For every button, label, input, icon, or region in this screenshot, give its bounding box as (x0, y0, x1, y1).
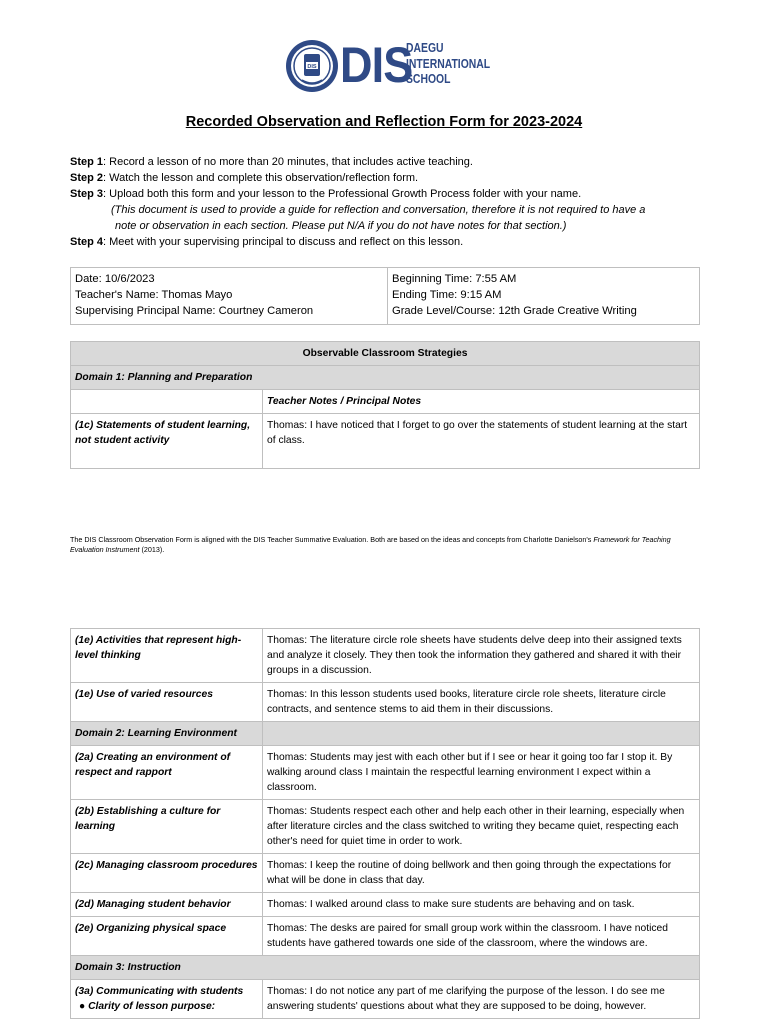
step-4 (70, 234, 700, 250)
teacher-name-field: Teacher's Name: Thomas Mayo (75, 289, 233, 301)
domain-header: Domain 2: Learning Environment (71, 722, 263, 746)
school-emblem-icon (284, 38, 340, 94)
strategy-label (71, 980, 263, 1019)
step-4-label: Step 4 (70, 236, 104, 248)
observation-table (70, 341, 700, 469)
strategy-bullet: ● Clarity of lesson purpose: (79, 1001, 216, 1012)
step-3-note-line-2: note or observation in each section. Please put N/A if you do not have notes for that section.) (115, 220, 567, 232)
observation-table-continued (70, 628, 700, 1019)
strategy-label: (2b) Establishing a culture for learning (71, 800, 263, 854)
strategy-note: Thomas: The desks are paired for small group work within the classroom. I have noticed students have gathered towards one side of the classroom, where the windows are. (263, 917, 700, 956)
strategy-note: Thomas: I keep the routine of doing bellwork and then going through the expectations for what will be done in class that day. (263, 854, 700, 893)
info-right-cell (388, 268, 700, 325)
strategy-note: Thomas: Students respect each other and help each other in their learning, especially when after literature circles and the class switched to writing they became quiet, respecting each other's need for quiet time in order to work. (263, 800, 700, 854)
strategy-label: (1e) Activities that represent high-level thinking (71, 629, 263, 683)
info-left-cell (71, 268, 388, 325)
date-field: Date: 10/6/2023 (75, 273, 155, 285)
grade-course-field: Grade Level/Course: 12th Grade Creative Writing (392, 305, 637, 317)
school-logo (284, 36, 490, 96)
beginning-time-field: Beginning Time: 7:55 AM (392, 273, 517, 285)
strategy-note: Thomas: The literature circle role sheets have students delve deep into their assigned texts and analyze it closely. They then took the information they gathered and shared it with their groups in a discussion. (263, 629, 700, 683)
logo-line-2: INTERNATIONAL (406, 55, 491, 71)
strategy-label: (1c) Statements of student learning, not student activity (71, 414, 263, 469)
lesson-info-table (70, 267, 700, 325)
step-1 (70, 154, 700, 170)
strategy-label-text: (3a) Communicating with students (75, 986, 244, 997)
principal-name-field: Supervising Principal Name: Courtney Cameron (75, 305, 314, 317)
instructions (70, 154, 700, 250)
step-2 (70, 170, 700, 186)
strategy-label: (1e) Use of varied resources (71, 683, 263, 722)
logo-line-1: DAEGU (406, 40, 444, 55)
logo-abbreviation: DIS (340, 37, 413, 93)
step-4-text: : Meet with your supervising principal to discuss and reflect on this lesson. (103, 236, 464, 248)
step-1-text: : Record a lesson of no more than 20 minutes, that includes active teaching. (103, 156, 473, 168)
footnote (70, 535, 700, 555)
step-2-label: Step 2 (70, 172, 104, 184)
strategy-note: Thomas: I have noticed that I forget to go over the statements of student learning at the start of class. (263, 414, 700, 469)
step-1-label: Step 1 (70, 156, 104, 168)
footnote-year: (2013). (139, 545, 165, 554)
step-3-label: Step 3 (70, 188, 104, 200)
empty-label-cell (71, 390, 263, 414)
domain-header: Domain 1: Planning and Preparation (71, 366, 700, 390)
strategy-label: (2e) Organizing physical space (71, 917, 263, 956)
domain-header-filler (263, 722, 700, 746)
table-header: Observable Classroom Strategies (71, 342, 700, 366)
strategy-label: (2c) Managing classroom procedures (71, 854, 263, 893)
footnote-text: The DIS Classroom Observation Form is aligned with the DIS Teacher Summative Evaluation. Both are based on the ideas and concepts from Charlotte Danielson's (70, 535, 594, 544)
form-title: Recorded Observation and Reflection Form for 2023-2024 (185, 114, 583, 130)
strategy-note: Thomas: In this lesson students used books, literature circle role sheets, literature circle contracts, and sentence stems to aid them in their discussions. (263, 683, 700, 722)
step-2-text: : Watch the lesson and complete this observation/reflection form. (103, 172, 419, 184)
step-3-text: : Upload both this form and your lesson to the Professional Growth Process folder with your name. (103, 188, 582, 200)
domain-header: Domain 3: Instruction (71, 956, 700, 980)
strategy-label: (2a) Creating an environment of respect and rapport (71, 746, 263, 800)
strategy-note: Thomas: I walked around class to make sure students are behaving and on task. (263, 893, 700, 917)
ending-time-field: Ending Time: 9:15 AM (392, 289, 502, 301)
notes-column-header: Teacher Notes / Principal Notes (263, 390, 700, 414)
strategy-note: Thomas: Students may jest with each other but if I see or hear it going too far I stop it. By walking around class I maintain the respectful learning environment I expect within a classroom. (263, 746, 700, 800)
step-3 (70, 186, 700, 202)
strategy-note: Thomas: I do not notice any part of me clarifying the purpose of the lesson. I do see me answering students' questions about what they are supposed to be doing, however. (263, 980, 700, 1019)
footnote-italic: Framework for Teaching Evaluation Instrument (70, 535, 671, 554)
logo-line-3: SCHOOL (406, 71, 451, 86)
step-3-note-line-1: (This document is used to provide a guide for reflection and conversation, therefore it is not required to have a (111, 204, 646, 216)
logo-school-name (406, 40, 490, 87)
emblem-text: DIS (307, 64, 317, 70)
strategy-label: (2d) Managing student behavior (71, 893, 263, 917)
